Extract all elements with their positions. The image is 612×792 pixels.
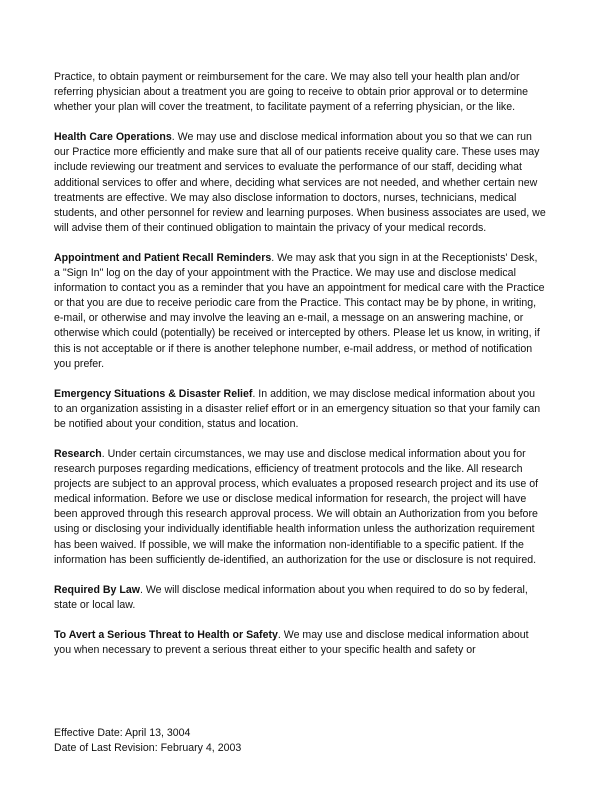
section-appointment-reminders xyxy=(54,251,546,372)
section-heading: Health Care Operations xyxy=(54,131,172,144)
section-text: . We may use and disclose medical information about you when necessary to prevent a serious threat either to your specific health and safety or xyxy=(54,628,529,656)
section-emergency-situations xyxy=(54,387,546,432)
effective-date: Effective Date: April 13, 3004 xyxy=(54,727,191,739)
section-text: . Under certain circumstances, we may use and disclose medical information about you for research purposes regarding medications, efficiency of treatment protocols and the like. All research projects are subject to an approval process, which evaluates a proposed research project and its use of medical information. Before we use or disclose medical information for research, the project will have been approved through this research approval process. We will obtain an Authorization from you before using or disclosing your individually identifiable health information unless the authorization requirement has been waived. If possible, we will make the information non-identifiable to a specific patient. If the information has been sufficiently de-identified, an authorization for the use or disclosure is not required. xyxy=(54,447,539,566)
section-research xyxy=(54,447,546,568)
section-heading: Emergency Situations & Disaster Relief xyxy=(54,387,253,400)
last-revision-date: Date of Last Revision: February 4, 2003 xyxy=(54,742,242,755)
section-serious-threat xyxy=(54,628,546,658)
section-heading: To Avert a Serious Threat to Health or Safety xyxy=(54,628,278,641)
section-text: . In addition, we may disclose medical information about you to an organization assisting in a disaster relief effort or in an emergency situation so that your family can be notified about your condition, status and location. xyxy=(54,387,541,430)
section-text: . We may use and disclose medical information about you so that we can run our Practice more efficiently and make sure that all of our patients receive quality care. These uses may include reviewing our treatment and services to evaluate the performance of our staff, deciding what additional services to offer and where, deciding what services are not needed, and whether certain new treatments are effective. We may also disclose information to doctors, nurses, technicians, medical students, and other personnel for review and learning purposes. When business associates are used, we will advise them of their continued obligation to maintain the privacy of your medical records. xyxy=(54,131,546,234)
section-heading: Appointment and Patient Recall Reminders xyxy=(54,251,272,264)
section-required-by-law xyxy=(54,583,546,613)
section-text: . We may ask that you sign in at the Receptionists' Desk, a "Sign In" log on the day of your appointment with the Practice. We may use and disclose medical information to contact you as a reminder that you have an appointment for medical care with the Practice or that you are due to receive periodic care from the Practice. This contact may be by phone, in writing, e-mail, or otherwise and may involve the leaving an e-mail, a message on an answering machine, or otherwise which could (potentially) be received or intercepted by others. Please let us know, in writing, if this is not acceptable or if there is another telephone number, e-mail address, or method of notification you prefer. xyxy=(54,251,545,370)
section-text: . We will disclose medical information about you when required to do so by federal, state or local law. xyxy=(54,583,528,611)
section-health-care-operations xyxy=(54,130,546,236)
page-footer xyxy=(54,726,241,756)
section-heading: Research xyxy=(54,447,102,460)
document-body xyxy=(54,70,546,673)
section-heading: Required By Law xyxy=(54,583,140,596)
intro-paragraph: Practice, to obtain payment or reimbursement for the care. We may also tell your health plan and/or referring physician about a treatment you are going to receive to obtain prior approval or to determine whether your plan will cover the treatment, to facilitate payment of a referring physician, or the like. xyxy=(54,71,529,114)
